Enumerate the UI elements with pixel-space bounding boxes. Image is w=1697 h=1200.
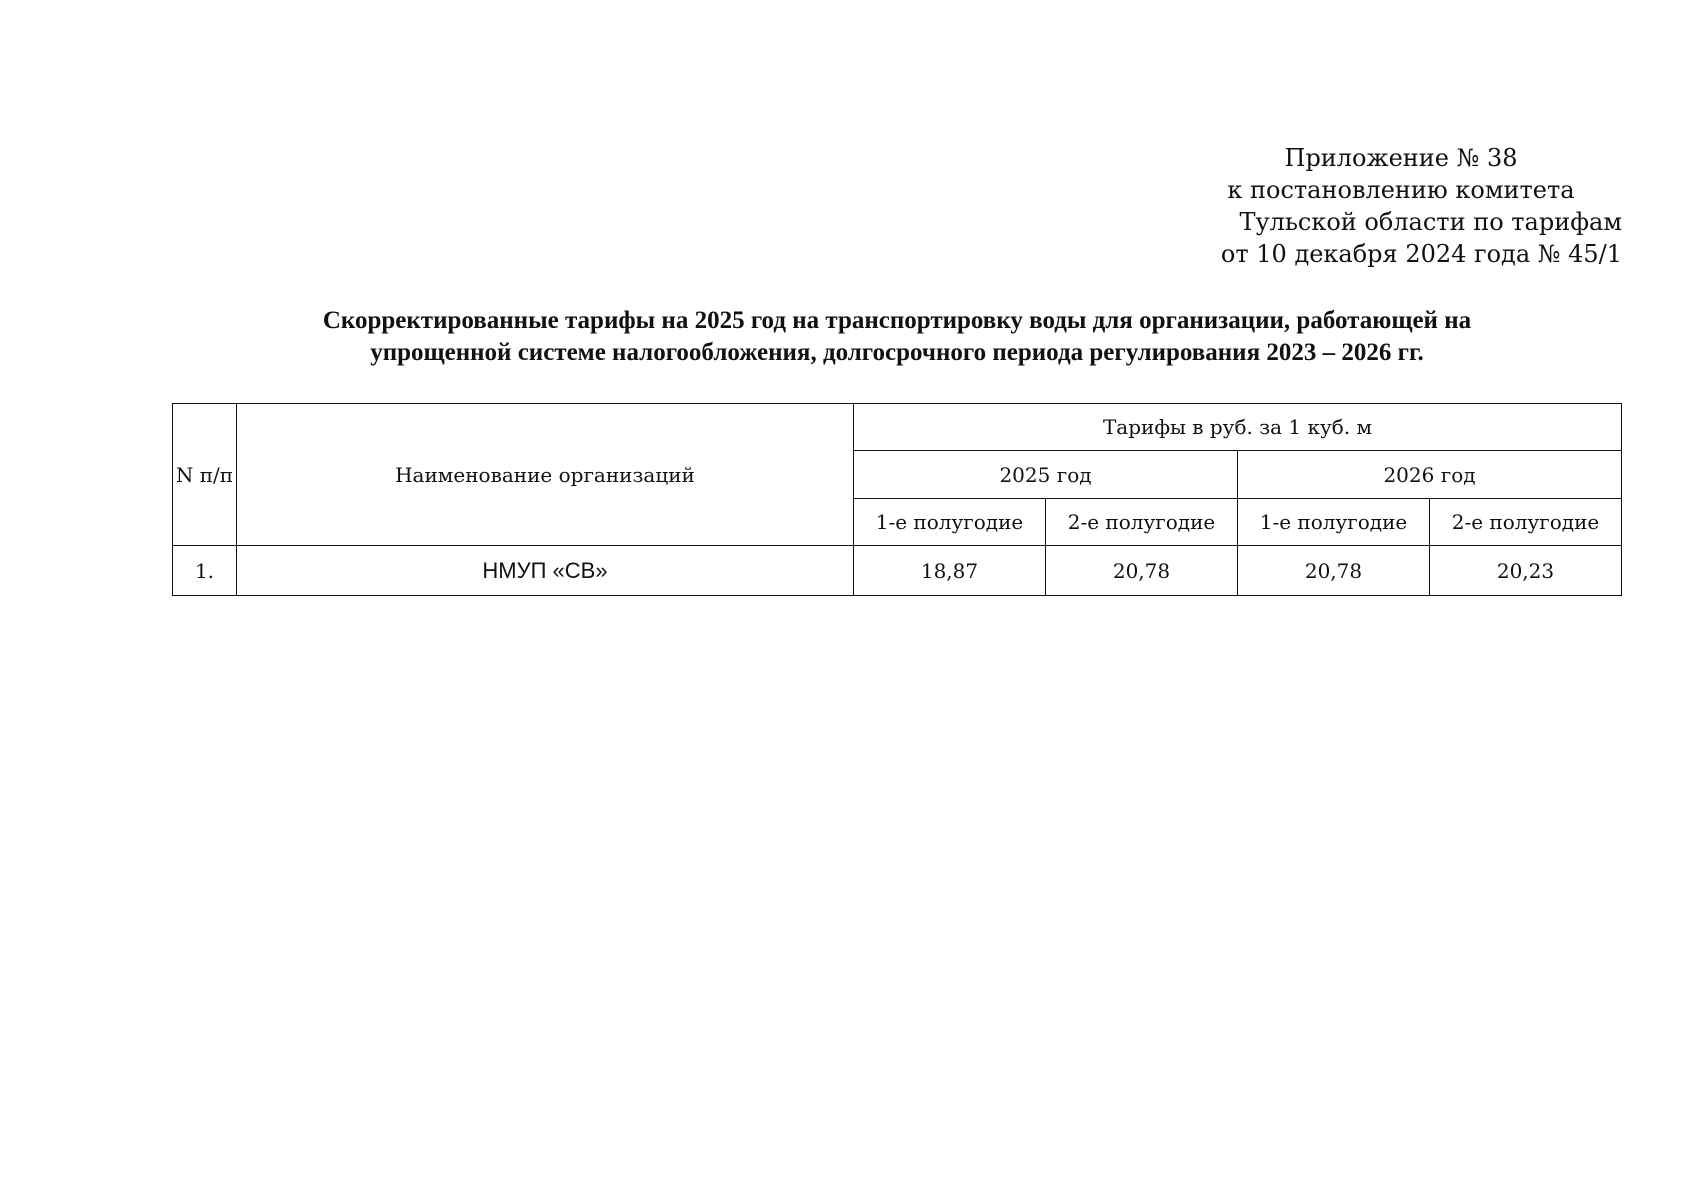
appendix-number: Приложение № 38 — [1284, 144, 1518, 172]
header-2026-half-2: 2-е полугодие — [1430, 499, 1622, 546]
appendix-date: от 10 декабря 2024 года № 45/1 — [1220, 240, 1622, 268]
row-value-2025-half-2: 20,78 — [1046, 546, 1238, 596]
tariffs-table — [172, 403, 1622, 596]
header-year-2026: 2026 год — [1238, 451, 1622, 499]
header-tariffs: Тарифы в руб. за 1 куб. м — [854, 404, 1622, 451]
document-title — [172, 305, 1622, 369]
header-year-2025: 2025 год — [854, 451, 1238, 499]
row-num: 1. — [173, 546, 237, 596]
appendix-block — [1180, 142, 1622, 270]
table-row — [173, 546, 1622, 596]
row-value-2026-half-2: 20,23 — [1430, 546, 1622, 596]
row-value-2026-half-1: 20,78 — [1238, 546, 1430, 596]
row-value-2025-half-1: 18,87 — [854, 546, 1046, 596]
header-2026-half-1: 1-е полугодие — [1238, 499, 1430, 546]
header-org-name: Наименование организаций — [237, 404, 854, 546]
document-title-line-2: упрощенной системе налогообложения, долгосрочного периода регулирования 2023 – 2026 гг. — [370, 339, 1424, 366]
document-title-line-1: Скорректированные тарифы на 2025 год на транспортировку воды для организации, работающей на — [322, 307, 1472, 334]
header-2025-half-1: 1-е полугодие — [854, 499, 1046, 546]
appendix-resolution: к постановлению комитета — [1227, 176, 1575, 204]
appendix-committee: Тульской области по тарифам — [1239, 208, 1622, 236]
header-num: N п/п — [173, 404, 237, 546]
header-2025-half-2: 2-е полугодие — [1046, 499, 1238, 546]
row-org-name: НМУП «СВ» — [237, 546, 854, 596]
header-row-1 — [173, 404, 1622, 451]
